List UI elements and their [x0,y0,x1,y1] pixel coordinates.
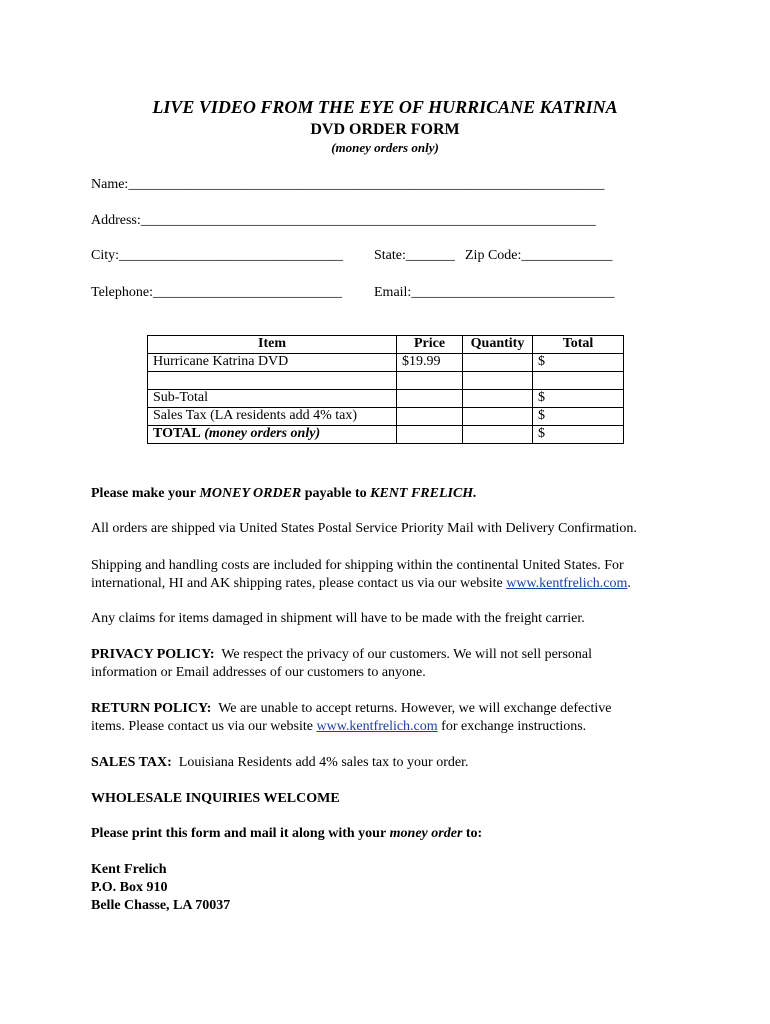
table-cell: $ [533,354,624,372]
name-field[interactable]: Name:____________________________________________________________________ [91,177,605,192]
return-line-2 [91,718,586,736]
payment-note: (money orders only) [331,140,439,155]
quantity-cell[interactable] [463,354,533,372]
mail-text-3: to: [465,826,483,841]
handling-line-2 [91,575,631,593]
payable-instruction [91,485,477,503]
total-label-cell [148,426,397,444]
privacy-label: PRIVACY POLICY: [91,647,215,662]
website-link[interactable]: www.kentfrelich.com [506,576,628,591]
table-cell: Sub-Total [148,390,397,408]
email-field[interactable]: Email:_____________________________ [374,285,615,300]
table-cell [397,408,463,426]
header-item: Item [148,336,397,354]
form-subtitle: DVD ORDER FORM [310,121,460,138]
mail-instruction [91,825,482,843]
shipping-text: All orders are shipped via United States Postal Service Priority Mail with Delivery Confirmation. [91,521,637,536]
table-cell [397,372,463,390]
total-value-cell: $ [533,426,624,444]
sales-tax-line [91,754,468,772]
privacy-text-2: information or Email addresses of our customers to anyone. [91,665,426,680]
return-text-2b: for exchange instructions. [441,719,587,734]
table-cell: $ [533,390,624,408]
table-cell: $ [533,408,624,426]
zip-field[interactable]: Zip Code:_____________ [465,248,613,263]
table-cell [148,372,397,390]
payable-text-3: payable to [304,486,367,501]
sales-tax-label: SALES TAX: [91,755,172,770]
payable-text-1: Please make your [91,486,196,501]
table-row [148,354,624,372]
table-row [148,372,624,390]
return-text-2a: items. Please contact us via our website [91,719,313,734]
mail-text-2: money order [389,826,463,841]
return-label: RETURN POLICY: [91,701,212,716]
table-row [148,408,624,426]
table-cell [463,426,533,444]
return-text-1: We are unable to accept returns. However, we will exchange defective [218,701,612,716]
header-quantity: Quantity [463,336,533,354]
table-row [148,390,624,408]
state-field[interactable]: State:_______ [374,248,455,263]
address-field[interactable]: Address:_________________________________________________________________ [91,213,596,228]
privacy-line-1 [91,646,592,664]
mail-city: Belle Chasse, LA 70037 [91,898,231,913]
payable-text-2: MONEY ORDER [199,486,302,501]
table-total-row [148,426,624,444]
period: . [627,576,631,591]
wholesale-text: WHOLESALE INQUIRIES WELCOME [91,791,340,806]
handling-text-2: international, HI and AK shipping rates, please contact us via our website [91,576,503,591]
table-cell [463,408,533,426]
telephone-field[interactable]: Telephone:___________________________ [91,285,342,300]
mail-po-box: P.O. Box 910 [91,880,168,895]
total-label: TOTAL [153,426,201,441]
city-field[interactable]: City:________________________________ [91,248,344,263]
table-cell: Sales Tax (LA residents add 4% tax) [148,408,397,426]
table-cell [397,390,463,408]
table-cell [533,372,624,390]
total-note: (money orders only) [204,426,321,441]
header-price: Price [397,336,463,354]
claims-text: Any claims for items damaged in shipment will have to be made with the freight carrier. [91,611,585,626]
table-cell [463,390,533,408]
table-cell: $19.99 [397,354,463,372]
table-cell: Hurricane Katrina DVD [148,354,397,372]
return-line-1 [91,700,611,718]
table-cell [397,426,463,444]
handling-text-1: Shipping and handling costs are included for shipping within the continental United States. For [91,558,624,573]
mail-name: Kent Frelich [91,862,167,877]
order-table [147,335,624,444]
header-total: Total [533,336,624,354]
table-header-row [148,336,624,354]
website-link[interactable]: www.kentfrelich.com [316,719,438,734]
sales-tax-text: Louisiana Residents add 4% sales tax to your order. [178,755,469,770]
mail-text-1: Please print this form and mail it along with your [91,826,387,841]
privacy-text-1: We respect the privacy of our customers. We will not sell personal [221,647,593,662]
table-cell [463,372,533,390]
form-title: LIVE VIDEO FROM THE EYE OF HURRICANE KATRINA [152,97,618,117]
payable-text-4: KENT FRELICH. [370,486,477,501]
